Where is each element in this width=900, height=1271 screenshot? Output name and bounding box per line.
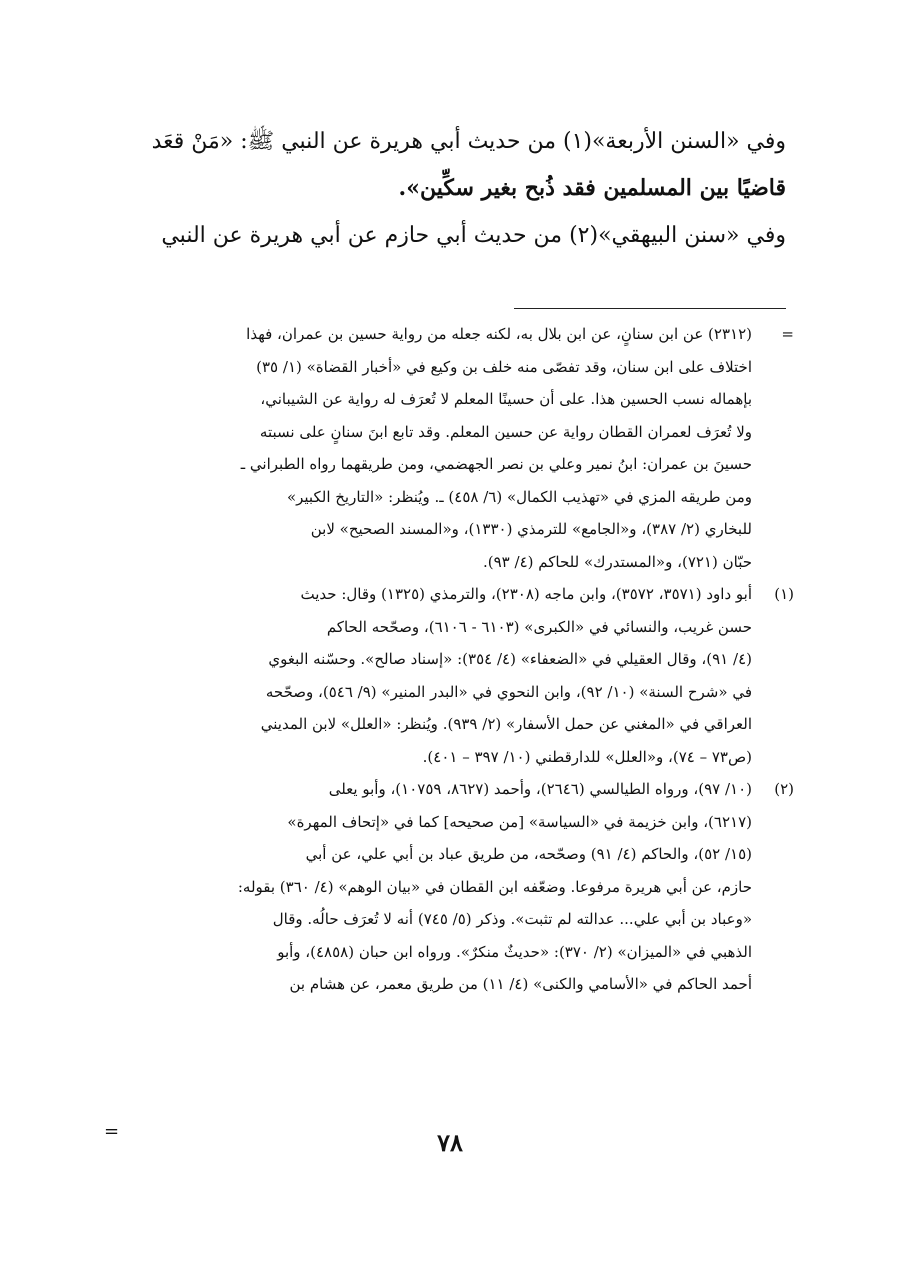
continuation-marker: =	[781, 325, 794, 343]
footnote-line: حسن غريب، والنسائي في «الكبرى» (٦١٠٣ - ٦١٠٦)، وصحّحه الحاكم	[326, 617, 752, 636]
footnote-number: (٢)	[774, 780, 794, 798]
footnote-separator	[514, 308, 786, 309]
footnote-line: ولا تُعرَف لعمران القطان رواية عن حسين المعلم. وقد تابع ابنَ سنانٍ على نسبته	[259, 422, 752, 441]
main-text-line: قاضيًا بين المسلمين فقد ذُبح بغير سكِّين».	[398, 175, 786, 201]
footnote-line: (١٥/ ٥٢)، والحاكم (٤/ ٩١) وصحّحه، من طريق عباد بن أبي علي، عن أبي	[305, 845, 752, 863]
next-page-continuation-marker: =	[104, 1121, 120, 1142]
main-text-line: وفي «سنن البيهقي»(٢) من حديث أبي حازم عن أبي هريرة عن النبي	[161, 223, 786, 248]
page-number: ٧٨	[437, 1128, 463, 1157]
footnote-line: ومن طريقه المزي في «تهذيب الكمال» (٦/ ٤٥٨) ـ. ويُنظر: «التاريخ الكبير»	[286, 487, 752, 506]
footnote-line: في «شرح السنة» (١٠/ ٩٢)، وابن النحوي في «البدر المنير» (٩/ ٥٤٦)، وصحّحه	[265, 682, 752, 701]
footnote-line: (٢٣١٢) عن ابن سنانٍ، عن ابن بلال به، لكنه جعله من رواية حسين بن عمران، فهذا	[246, 325, 752, 343]
footnote-line: «وعباد بن أبي علي... عدالته لم تثبت». وذكر (٥/ ٧٤٥) أنه لا تُعرَف حالُه. وقال	[272, 910, 752, 928]
footnote-line: حبّان (٧٢١)، و«المستدرك» للحاكم (٤/ ٩٣).	[483, 552, 752, 571]
footnote-1	[104, 578, 794, 773]
footnote-line: العراقي في «المغني عن حمل الأسفار» (٢/ ٩٣٩). ويُنظر: «العلل» لابن المديني	[260, 715, 752, 733]
footnote-number: (١)	[774, 585, 794, 603]
footnote-line: (٦٢١٧)، وابن خزيمة في «السياسة» [من صحيحه] كما في «إتحاف المهرة»	[287, 812, 752, 831]
footnote-line: اختلاف على ابن سنان، وقد تفصّى منه خلف بن وكيع في «أخبار القضاة» (١/ ٣٥)	[256, 357, 752, 376]
footnote-line: الذهبي في «الميزان» (٢/ ٣٧٠): «حديثٌ منكرٌ». ورواه ابن حبان (٤٨٥٨)، وأبو	[277, 942, 752, 961]
footnote-line: (٤/ ٩١)، وقال العقيلي في «الضعفاء» (٤/ ٣٥٤): «إسناد صالح». وحسّنه البغوي	[268, 650, 752, 668]
footnote-line: أحمد الحاكم في «الأسامي والكنى» (٤/ ١١) من طريق معمر، عن هشام بن	[289, 975, 752, 993]
footnote-line: (١٠/ ٩٧)، ورواه الطيالسي (٢٦٤٦)، وأحمد (٨٦٢٧، ١٠٧٥٩)، وأبو يعلى	[328, 780, 752, 798]
footnote-2	[104, 773, 794, 1001]
main-text	[118, 118, 786, 259]
footnote-line: (ص٧٣ – ٧٤)، و«العلل» للدارقطني (١٠/ ٣٩٧ – ٤٠١).	[422, 747, 752, 766]
footnote-line: حازم، عن أبي هريرة مرفوعا. وضعّفه ابن القطان في «بيان الوهم» (٤/ ٣٦٠) بقوله:	[237, 877, 752, 896]
main-text-line: وفي «السنن الأربعة»(١) من حديث أبي هريرة عن النبي ﷺ: «مَنْ قعَد	[151, 129, 786, 154]
footnote-continuation	[104, 318, 794, 578]
footnote-line: أبو داود (٣٥٧١، ٣٥٧٢)، وابن ماجه (٢٣٠٨)، والترمذي (١٣٢٥) وقال: حديث	[300, 585, 752, 603]
footnotes	[104, 318, 794, 1001]
footnote-line: للبخاري (٢/ ٣٨٧)، و«الجامع» للترمذي (١٣٣٠)، و«المسند الصحيح» لابن	[310, 520, 752, 538]
footnote-line: بإهماله نسب الحسين هذا. على أن حسينًا المعلم لا تُعرَف له رواية عن الشيباني،	[260, 390, 752, 408]
footnote-line: حسينَ بن عمران: ابنُ نمير وعلي بن نصر الجهضمي، ومن طريقهما رواه الطبراني ـ	[240, 455, 752, 473]
